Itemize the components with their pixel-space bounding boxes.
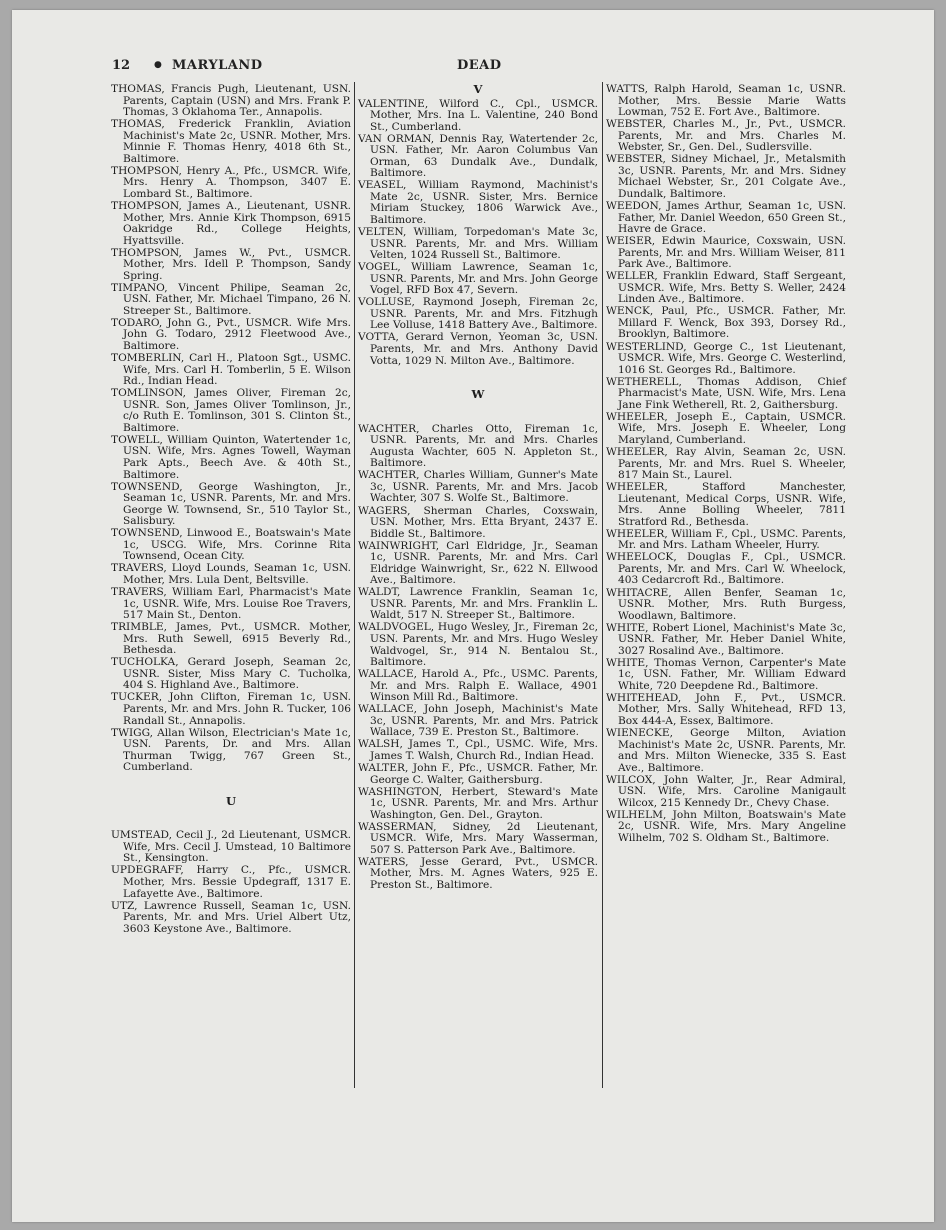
casualty-entry: WEISER, Edwin Maurice, Coxswain, USN. Parents, Mr. and Mrs. William Weiser, 811 Park Ave., Baltimore. — [606, 235, 846, 271]
casualty-entry: TODARO, John G., Pvt., USMCR. Wife Mrs. John G. Todaro, 2912 Fleetwood Ave., Baltimore. — [111, 316, 351, 353]
casualty-entry: WILHELM, John Milton, Boatswain's Mate 2c, USNR. Wife, Mrs. Mary Angeline Wilhelm, 702 S. Oldham St., Baltimore. — [606, 808, 846, 844]
casualty-entry: TOWNSEND, Linwood E., Boatswain's Mate 1c, USCG. Wife, Mrs. Corinne Rita Townsend, Ocean City. — [111, 527, 351, 563]
entry-list-v — [358, 99, 598, 368]
entry-list-t — [111, 84, 351, 774]
casualty-entry: TUCKER, John Clifton, Fireman 1c, USN. Parents, Mr. and Mrs. John R. Tucker, 106 Randall St., Annapolis. — [111, 691, 351, 727]
section-title: DEAD — [457, 58, 502, 73]
casualty-entry: WHITE, Thomas Vernon, Carpenter's Mate 1c, USN. Father, Mr. William Edward White, 720 Deepdene Rd., Baltimore. — [606, 656, 846, 692]
casualty-entry: WASSERMAN, Sidney, 2d Lieutenant, USMCR. Wife, Mrs. Mary Wasserman, 507 S. Patterson Park Ave., Baltimore. — [358, 820, 598, 856]
casualty-entry: VOTTA, Gerard Vernon, Yeoman 3c, USN. Parents, Mr. and Mrs. Anthony David Votta, 1029 N. Milton Ave., Baltimore. — [358, 331, 598, 367]
casualty-entry: WATTS, Ralph Harold, Seaman 1c, USNR. Mother, Mrs. Bessie Marie Watts Lowman, 752 E. Fort Ave., Baltimore. — [606, 83, 846, 119]
casualty-entry: WACHTER, Charles Otto, Fireman 1c, USNR. Parents, Mr. and Mrs. Charles Augusta Wachter, 605 N. Appleton St., Baltimore. — [358, 422, 598, 470]
casualty-entry: WHITE, Robert Lionel, Machinist's Mate 3c, USNR. Father, Mr. Heber Daniel White, 3027 Rosalind Ave., Baltimore. — [606, 621, 846, 657]
casualty-entry: WASHINGTON, Herbert, Steward's Mate 1c, USNR. Parents, Mr. and Mrs. Arthur Washington, Gen. Del., Grayton. — [358, 785, 598, 821]
casualty-entry: WALTER, John F., Pfc., USMCR. Father, Mr. George C. Walter, Gaithersburg. — [358, 762, 598, 786]
casualty-entry: VAN ORMAN, Dennis Ray, Watertender 2c, USN. Father, Mr. Aaron Columbus Van Orman, 63 Dundalk Ave., Dundalk, Baltimore. — [358, 132, 598, 180]
column-1 — [111, 84, 351, 936]
column-divider — [602, 82, 603, 1088]
casualty-entry: WACHTER, Charles William, Gunner's Mate 3c, USNR. Parents, Mr. and Mrs. Jacob Wachter, 307 S. Wolfe St., Baltimore. — [358, 469, 598, 505]
casualty-entry: WHEELER, Joseph E., Captain, USMCR. Wife, Mrs. Joseph E. Wheeler, Long Maryland, Cumberland. — [606, 410, 846, 446]
casualty-entry: WAINWRIGHT, Carl Eldridge, Jr., Seaman 1c, USNR. Parents, Mr. and Mrs. Carl Eldridge Wainwright, Sr., 622 N. Ellwood Ave., Baltimore. — [358, 539, 598, 587]
casualty-entry: VALENTINE, Wilford C., Cpl., USMCR. Mother, Mrs. Ina L. Valentine, 240 Bond St., Cumberland. — [358, 97, 598, 133]
casualty-entry: WHITACRE, Allen Benfer, Seaman 1c, USNR. Mother, Mrs. Ruth Burgess, Woodlawn, Baltimore. — [606, 586, 846, 622]
casualty-entry: TIMPANO, Vincent Philipe, Seaman 2c, USN. Father, Mr. Michael Timpano, 26 N. Streeper St., Baltimore. — [111, 281, 351, 317]
column-3 — [606, 84, 846, 845]
casualty-entry: THOMPSON, Henry A., Pfc., USMCR. Wife, Mrs. Henry A. Thompson, 3407 E. Lombard St., Baltimore. — [111, 164, 351, 200]
casualty-entry: WAGERS, Sherman Charles, Coxswain, USN. Mother, Mrs. Etta Bryant, 2437 E. Biddle St., Baltimore. — [358, 504, 598, 540]
state-name: ● MARYLAND — [172, 58, 263, 73]
casualty-entry: WEBSTER, Sidney Michael, Jr., Metalsmith 3c, USNR. Parents, Mr. and Mrs. Sidney Michael Webster, Sr., 201 Colgate Ave., Dundalk, Baltimore. — [606, 153, 846, 200]
letter-heading-u: U — [225, 793, 237, 808]
casualty-entry: TWIGG, Allan Wilson, Electrician's Mate 1c, USN. Parents, Dr. and Mrs. Allan Thurman Twigg, 767 Green St., Cumberland. — [111, 726, 351, 774]
casualty-entry: WEBSTER, Charles M., Jr., Pvt., USMCR. Parents, Mr. and Mrs. Charles M. Webster, Sr., Gen. Del., Sudlersville. — [606, 118, 846, 154]
casualty-entry: WILCOX, John Walter, Jr., Rear Admiral, USN. Wife, Mrs. Caroline Manigault Wilcox, 215 Kennedy Dr., Chevy Chase. — [606, 773, 846, 809]
casualty-entry: TOWELL, William Quinton, Watertender 1c, USN. Wife, Mrs. Agnes Towell, Wayman Park Apts., Beech Ave. & 40th St., Baltimore. — [111, 433, 351, 481]
casualty-entry: VELTEN, William, Torpedoman's Mate 3c, USNR. Parents, Mr. and Mrs. William Velten, 1024 Russell St., Baltimore. — [358, 226, 598, 262]
casualty-entry: VOGEL, William Lawrence, Seaman 1c, USNR. Parents, Mr. and Mrs. John George Vogel, RFD Box 47, Severn. — [358, 261, 598, 297]
casualty-entry: WESTERLIND, George C., 1st Lieutenant, USMCR. Wife, Mrs. George C. Westerlind, 1016 St. Georges Rd., Baltimore. — [606, 340, 846, 376]
entry-list-w-cont — [606, 84, 846, 845]
letter-heading-w: W — [471, 387, 485, 402]
column-2 — [358, 84, 598, 892]
casualty-entry: VEASEL, William Raymond, Machinist's Mate 2c, USNR. Sister, Mrs. Bernice Miriam Stuckey, 1806 Warwick Ave., Baltimore. — [358, 179, 598, 227]
casualty-entry: TOWNSEND, George Washington, Jr., Seaman 1c, USNR. Parents, Mr. and Mrs. George W. Townsend, Sr., 510 Taylor St., Salisbury. — [111, 480, 351, 528]
casualty-entry: TOMBERLIN, Carl H., Platoon Sgt., USMC. Wife, Mrs. Carl H. Tomberlin, 5 E. Wilson Rd., Indian Head. — [111, 352, 351, 388]
casualty-entry: WEEDON, James Arthur, Seaman 1c, USN. Father, Mr. Daniel Weedon, 650 Green St., Havre de Grace. — [606, 199, 846, 236]
column-divider — [354, 82, 355, 1088]
casualty-entry: WHEELOCK, Douglas F., Cpl., USMCR. Parents, Mr. and Mrs. Carl W. Wheelock, 403 Cedarcroft Rd., Baltimore. — [606, 551, 846, 587]
casualty-entry: WHEELER, Stafford Manchester, Lieutenant, Medical Corps, USNR. Wife, Mrs. Anne Bolling Wheeler, 7811 Stratford Rd., Bethesda. — [606, 481, 846, 528]
casualty-entry: TRIMBLE, James, Pvt., USMCR. Mother, Mrs. Ruth Sewell, 6915 Beverly Rd., Bethesda. — [111, 621, 351, 657]
casualty-entry: WALSH, James T., Cpl., USMC. Wife, Mrs. James T. Walsh, Church Rd., Indian Head. — [358, 738, 598, 762]
casualty-entry: TRAVERS, Lloyd Lounds, Seaman 1c, USN. Mother, Mrs. Lula Dent, Beltsville. — [111, 562, 351, 586]
casualty-entry: UTZ, Lawrence Russell, Seaman 1c, USN. Parents, Mr. and Mrs. Uriel Albert Utz, 3603 Keystone Ave., Baltimore. — [111, 899, 351, 935]
casualty-entry: TUCHOLKA, Gerard Joseph, Seaman 2c, USNR. Sister, Miss Mary C. Tucholka, 404 S. Highland Ave., Baltimore. — [111, 656, 351, 692]
casualty-entry: THOMPSON, James W., Pvt., USMCR. Mother, Mrs. Idell P. Thompson, Sandy Spring. — [111, 246, 351, 282]
casualty-entry: WATERS, Jesse Gerard, Pvt., USMCR. Mother, Mrs. M. Agnes Waters, 925 E. Preston St., Baltimore. — [358, 855, 598, 891]
casualty-entry: WALDVOGEL, Hugo Wesley, Jr., Fireman 2c, USN. Parents, Mr. and Mrs. Hugo Wesley Waldvogel, Sr., 914 N. Bentalou St., Baltimore. — [358, 621, 598, 669]
casualty-entry: WIENECKE, George Milton, Aviation Machinist's Mate 2c, USNR. Parents, Mr. and Mrs. Milton Wienecke, 335 S. East Ave., Baltimore. — [606, 727, 846, 774]
casualty-entry: WHEELER, William F., Cpl., USMC. Parents, Mr. and Mrs. Latham Wheeler, Hurry. — [606, 527, 846, 552]
casualty-entry: WALLACE, Harold A., Pfc., USMC. Parents, Mr. and Mrs. Ralph E. Wallace, 4901 Winson Mill Rd., Baltimore. — [358, 668, 598, 704]
casualty-entry: WELLER, Franklin Edward, Staff Sergeant, USMCR. Wife, Mrs. Betty S. Weller, 2424 Linden Ave., Baltimore. — [606, 270, 846, 306]
casualty-entry: WENCK, Paul, Pfc., USMCR. Father, Mr. Millard F. Wenck, Box 393, Dorsey Rd., Brooklyn, Baltimore. — [606, 305, 846, 341]
casualty-entry: THOMAS, Francis Pugh, Lieutenant, USN. Parents, Captain (USN) and Mrs. Frank P. Thomas, 3 Oklahoma Ter., Annapolis. — [111, 83, 351, 119]
page-header — [112, 58, 857, 78]
casualty-entry: WALDT, Lawrence Franklin, Seaman 1c, USNR. Parents, Mr. and Mrs. Franklin L. Waldt, 517 N. Streeper St., Baltimore. — [358, 586, 598, 622]
letter-heading-v: V — [473, 82, 483, 96]
casualty-entry: WHITEHEAD, John F., Pvt., USMCR. Mother, Mrs. Sally Whitehead, RFD 13, Box 444-A, Essex, Baltimore. — [606, 691, 846, 728]
casualty-entry: VOLLUSE, Raymond Joseph, Fireman 2c, USNR. Parents, Mr. and Mrs. Fitzhugh Lee Volluse, 1418 Battery Ave., Baltimore. — [358, 296, 598, 332]
casualty-entry: TOMLINSON, James Oliver, Fireman 2c, USNR. Son, James Oliver Tomlinson, Jr., c/o Ruth E. Tomlinson, 301 S. Clinton St., Baltimore. — [111, 387, 351, 434]
casualty-entry: THOMAS, Frederick Franklin, Aviation Machinist's Mate 2c, USNR. Mother, Mrs. Minnie F. Thomas Henry, 4018 6th St., Baltimore. — [111, 118, 351, 165]
entry-list-w — [358, 424, 598, 892]
casualty-entry: WALLACE, John Joseph, Machinist's Mate 3c, USNR. Parents, Mr. and Mrs. Patrick Wallace, 739 E. Preston St., Baltimore. — [358, 703, 598, 739]
casualty-entry: UPDEGRAFF, Harry C., Pfc., USMCR. Mother, Mrs. Bessie Updegraff, 1317 E. Lafayette Ave., Baltimore. — [111, 864, 351, 900]
entry-list-u — [111, 830, 351, 935]
casualty-entry: THOMPSON, James A., Lieutenant, USNR. Mother, Mrs. Annie Kirk Thompson, 6915 Oakridge Rd., College Heights, Hyattsville. — [111, 199, 351, 247]
casualty-entry: TRAVERS, William Earl, Pharmacist's Mate 1c, USNR. Wife, Mrs. Louise Roe Travers, 517 Main St., Denton. — [111, 586, 351, 622]
casualty-entry: UMSTEAD, Cecil J., 2d Lieutenant, USMCR. Wife, Mrs. Cecil J. Umstead, 10 Baltimore St., Kensington. — [111, 829, 351, 865]
casualty-entry: WHEELER, Ray Alvin, Seaman 2c, USN. Parents, Mr. and Mrs. Ruel S. Wheeler, 817 Main St., Laurel. — [606, 445, 846, 482]
casualty-entry: WETHERELL, Thomas Addison, Chief Pharmacist's Mate, USN. Wife, Mrs. Lena Jane Fink Wetherell, Rt. 2, Gaithersburg. — [606, 375, 846, 411]
page-number: 12 — [112, 58, 131, 73]
